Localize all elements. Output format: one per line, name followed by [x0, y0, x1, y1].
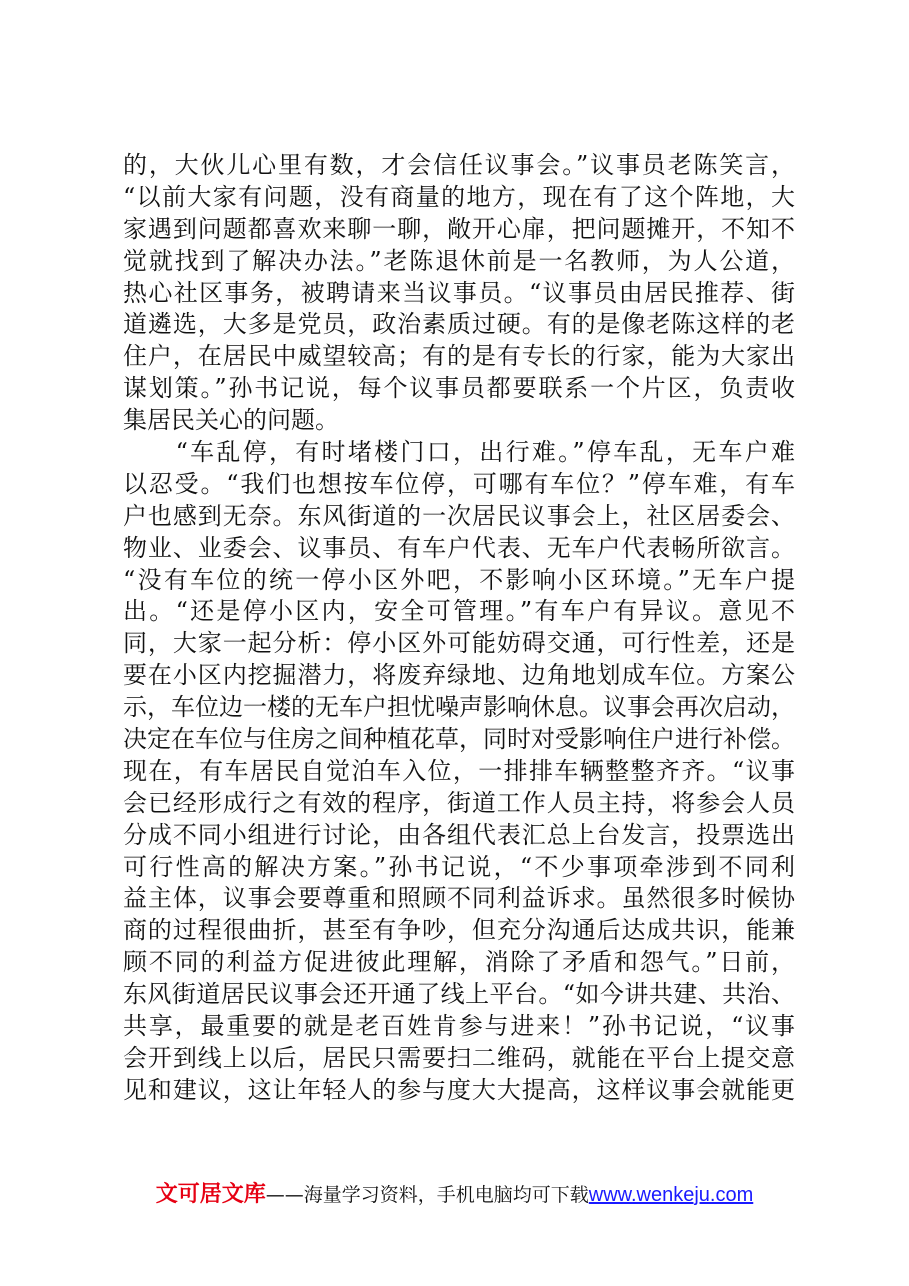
footer-url-link[interactable]: www.wenkeju.com	[588, 1184, 754, 1206]
text-line: 共享，最重要的就是老百姓肯参与进来！”孙书记说，“议事	[123, 1012, 795, 1041]
text-line: 顾不同的利益方促进彼此理解，消除了矛盾和怨气。”日前，	[123, 948, 795, 977]
text-line: 集居民关心的问题。	[123, 406, 339, 435]
text-line: 决定在车位与住房之间种植花草，同时对受影响住户进行补偿。	[123, 725, 795, 754]
body-text	[123, 150, 795, 1107]
text-line: 的，大伙儿心里有数，才会信任议事会。”议事员老陈笑言，	[123, 151, 795, 179]
text-line: 可行性高的解决方案。”孙书记说，“不少事项牵涉到不同利	[123, 852, 795, 881]
text-line: 见和建议，这让年轻人的参与度大大提高，这样议事会就能更	[123, 1075, 795, 1104]
text-line: 觉就找到了解决办法。”老陈退休前是一名教师，为人公道，	[123, 246, 795, 275]
text-line: 谋划策。”孙书记说，每个议事员都要联系一个片区，负责收	[123, 374, 795, 403]
footer-tagline: ——海量学习资料，手机电脑均可下载	[265, 1184, 589, 1206]
text-line: 同，大家一起分析：停小区外可能妨碍交通，可行性差，还是	[123, 629, 795, 658]
text-line: 出。“还是停小区内，安全可管理。”有车户有异议。意见不	[123, 597, 795, 626]
text-line: 分成不同小组进行讨论，由各组代表汇总上台发言，投票选出	[123, 820, 795, 849]
text-line: 道遴选，大多是党员，政治素质过硬。有的是像老陈这样的老	[123, 310, 795, 339]
text-line: 会开到线上以后，居民只需要扫二维码，就能在平台上提交意	[123, 1043, 795, 1072]
text-line: 现在，有车居民自觉泊车入位，一排排车辆整整齐齐。“议事	[123, 756, 795, 785]
text-line: “车乱停，有时堵楼门口，出行难。”停车乱，无车户难	[123, 438, 795, 467]
text-line: 家遇到问题都喜欢来聊一聊，敞开心扉，把问题摊开，不知不	[123, 214, 795, 243]
text-line: “没有车位的统一停小区外吧，不影响小区环境。”无车户提	[123, 565, 795, 594]
text-line: 东风街道居民议事会还开通了线上平台。“如今讲共建、共治、	[123, 980, 795, 1009]
text-line: 住户，在居民中威望较高；有的是有专长的行家，能为大家出	[123, 342, 795, 371]
footer-brand: 文可居文库	[155, 1182, 266, 1207]
text-line: 要在小区内挖掘潜力，将废弃绿地、边角地划成车位。方案公	[123, 661, 795, 690]
text-line: 益主体，议事会要尊重和照顾不同利益诉求。虽然很多时候协	[123, 884, 795, 913]
text-line: 示，车位边一楼的无车户担忧噪声影响休息。议事会再次启动，	[123, 693, 795, 722]
footer-banner	[0, 1181, 909, 1209]
text-line: 会已经形成行之有效的程序，街道工作人员主持，将参会人员	[123, 788, 795, 817]
text-line: 热心社区事务，被聘请来当议事员。“议事员由居民推荐、街	[123, 278, 795, 307]
text-line: 以忍受。“我们也想按车位停，可哪有车位？”停车难，有车	[123, 469, 795, 498]
text-line: 商的过程很曲折，甚至有争吵，但充分沟通后达成共识，能兼	[123, 916, 795, 945]
text-line: 户也感到无奈。东风街道的一次居民议事会上，社区居委会、	[123, 501, 795, 530]
text-line: 物业、业委会、议事员、有车户代表、无车户代表畅所欲言。	[123, 533, 795, 562]
text-line: “以前大家有问题，没有商量的地方，现在有了这个阵地，大	[123, 182, 795, 211]
